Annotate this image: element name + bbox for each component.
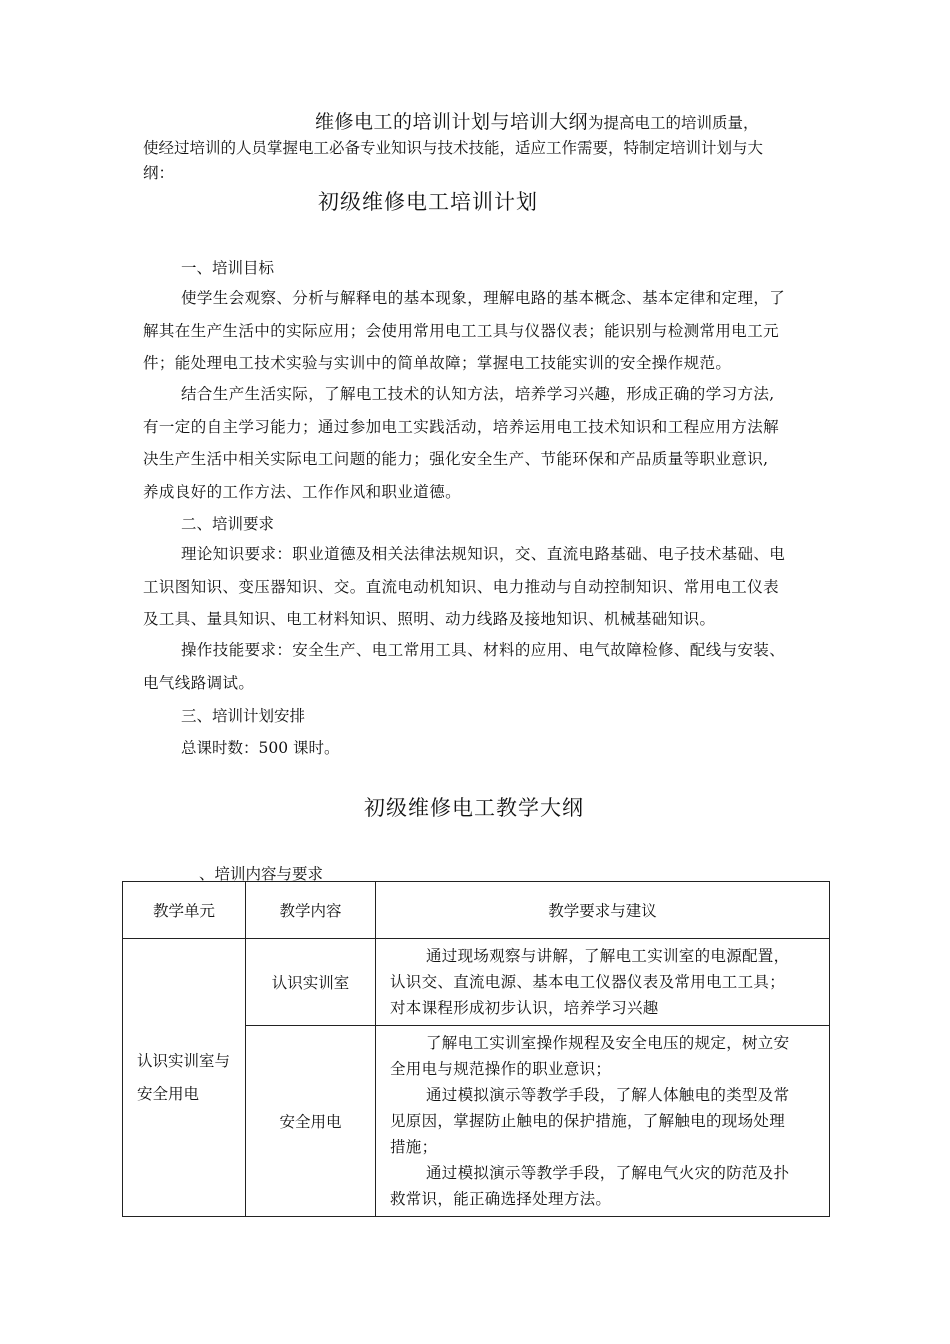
section-heading: 三、培训计划安排 (181, 707, 306, 725)
text-line: 工识图知识、变压器知识、交。直流电动机知识、电力推动与自动控制知识、常用电工仪表 (143, 577, 780, 596)
text-line: 件；能处理电工技术实验与实训中的简单故障；掌握电工技能实训的安全操作规范。 (143, 354, 732, 372)
text-line: 通过模拟演示等教学手段，了解电气火灾的防范及扑 (426, 1164, 790, 1182)
intro-lead: 为提高电工的培训质量， (588, 114, 759, 132)
text-line: 及工具、量具知识、电工材料知识、照明、动力线路及接地知识、机械基础知识。 (143, 610, 716, 628)
plan-title: 初级维修电工培训计划 (318, 190, 538, 214)
text-line: 见原因，掌握防止触电的保护措施，了解触电的现场处理 (390, 1112, 786, 1130)
table-row (123, 939, 830, 1026)
text-line: 养成良好的工作方法、工作作风和职业道德。 (143, 482, 462, 501)
column-header: 教学单元 (123, 882, 246, 939)
text-line: 使学生会观察、分析与解释电的基本现象，理解电路的基本概念、基本定律和定理，了 (181, 289, 786, 307)
document-title: 维修电工的培训计划与培训大纲 (315, 111, 589, 133)
text-line: 理论知识要求：职业道德及相关法律法规知识，交、直流电路基础、电子技术基础、电 (181, 545, 786, 563)
content-cell: 安全用电 (246, 1026, 376, 1217)
intro-line: 使经过培训的人员掌握电工必备专业知识与技术技能，适应工作需要，特制定培训计划与大 (143, 139, 764, 157)
intro-paragraph (143, 110, 833, 186)
content-cell: 认识实训室 (246, 939, 376, 1026)
text-line: 通过模拟演示等教学手段，了解人体触电的类型及常 (426, 1086, 790, 1104)
text-line: 全用电与规范操作的职业意识； (390, 1060, 612, 1078)
section-heading: 二、培训要求 (181, 515, 275, 533)
paragraph (143, 282, 833, 380)
text-line: 措施； (390, 1138, 438, 1156)
syllabus-title: 初级维修电工教学大纲 (364, 796, 584, 820)
unit-cell (123, 939, 246, 1217)
text-line: 对本课程形成初步认识，培养学习兴趣 (390, 999, 659, 1017)
text-line: 认识交、直流电源、基本电工仪器仪表及常用电工工具； (390, 973, 786, 991)
text-line: 操作技能要求：安全生产、电工常用工具、材料的应用、电气故障检修、配线与安装、 (181, 641, 786, 659)
paragraph (143, 378, 833, 508)
column-header: 教学内容 (246, 882, 376, 939)
paragraph (143, 634, 833, 699)
text-line: 结合生产生活实际，了解电工技术的认知方法，培养学习兴趣，形成正确的学习方法, (181, 385, 775, 403)
table-header-row (123, 882, 830, 939)
text-line: 认识实训室与 (137, 1051, 231, 1070)
text-line: 了解电工实训室操作规程及安全电压的规定，树立安 (426, 1034, 790, 1052)
paragraph (143, 538, 833, 636)
intro-line: 纲： (143, 164, 175, 182)
column-header: 教学要求与建议 (376, 882, 830, 939)
table-caption: 、培训内容与要求 (199, 865, 324, 883)
text-line: 决生产生活中相关实际电工问题的能力；强化安全生产、节能环保和产品质量等职业意识, (143, 450, 769, 468)
text-line: 电气线路调试。 (143, 673, 255, 692)
text-line: 有一定的自主学习能力；通过参加电工实践活动，培养运用电工技术知识和工程应用方法解 (143, 417, 780, 436)
requirement-cell (376, 1026, 830, 1217)
text-line: 通过现场观察与讲解，了解电工实训室的电源配置， (426, 947, 790, 965)
text-line: 救常识，能正确选择处理方法。 (390, 1190, 612, 1208)
total-hours: 总课时数：500 课时。 (181, 739, 340, 757)
text-line: 解其在生产生活中的实际应用；会使用常用电工工具与仪器仪表；能识别与检测常用电工元 (143, 321, 780, 340)
syllabus-table (122, 881, 830, 1217)
section-heading: 一、培训目标 (181, 259, 275, 277)
text-line: 安全用电 (137, 1084, 200, 1103)
requirement-cell (376, 939, 830, 1026)
